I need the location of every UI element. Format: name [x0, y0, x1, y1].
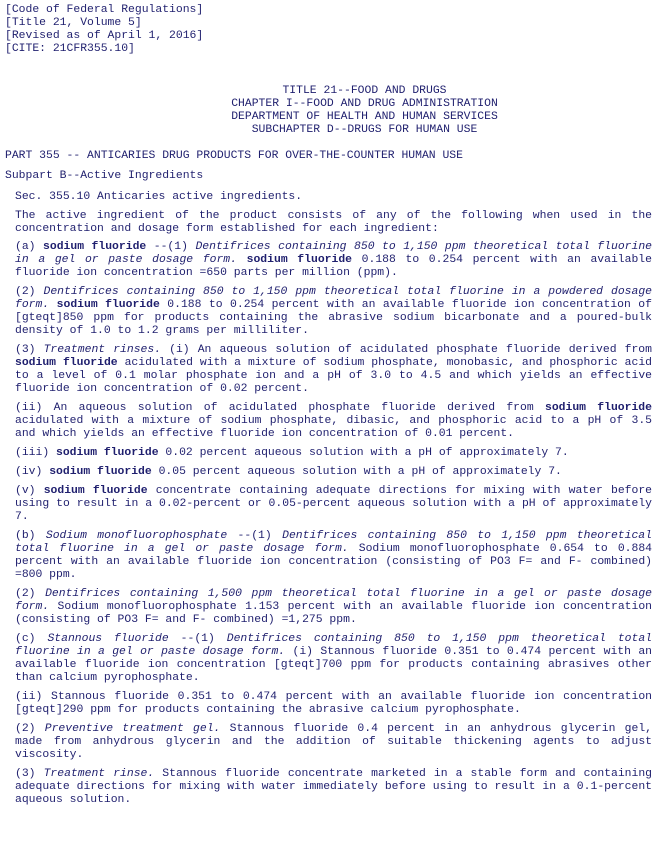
regulation-paragraph: [15, 691, 652, 717]
regulation-paragraph: [15, 286, 652, 338]
paragraph-text: (v): [15, 485, 44, 497]
regulation-paragraph: [15, 344, 652, 396]
paragraph-text: (3): [15, 344, 44, 356]
paragraph-text: (a): [15, 241, 44, 253]
bold-term: sodium fluoride: [56, 447, 159, 459]
regulation-paragraph: [15, 768, 652, 807]
regulation-paragraph: [15, 588, 652, 627]
paragraph-text: (b): [15, 530, 46, 542]
bold-term: sodium fluoride: [544, 402, 652, 414]
title-block: [5, 85, 654, 137]
citation-header: [5, 4, 654, 56]
regulation-paragraph: [15, 530, 652, 582]
regulation-paragraph: [15, 723, 652, 762]
department-line: DEPARTMENT OF HEALTH AND HUMAN SERVICES: [231, 111, 498, 123]
paragraph-text: (i) An aqueous solution of acidulated phosphate fluoride derived from: [161, 344, 652, 356]
bold-term: sodium fluoride: [15, 357, 118, 369]
paragraph-text: 0.188 to 0.254 percent with an available fluoride ion concentration =650 parts per million (ppm).: [15, 254, 652, 279]
paragraph-text: [237, 254, 247, 266]
italic-heading: Treatment rinses.: [43, 344, 162, 356]
paragraph-text: Stannous fluoride 0.4 percent in an anhydrous glycerin gel, made from anhydrous glycerin and the addition of suitable thickening agents to adjust viscosity.: [15, 723, 653, 761]
italic-heading: Dentifrices containing 850 to 1,150 ppm theoretical total fluorine in a gel or paste dosage form.: [15, 530, 652, 555]
bold-term: sodium fluoride: [43, 485, 148, 497]
header-title-volume: [Title 21, Volume 5]: [5, 17, 142, 29]
italic-heading: Dentifrices containing 850 to 1,150 ppm theoretical total fluorine in a gel or paste dosage form.: [15, 633, 652, 658]
paragraph-text: (3): [15, 768, 44, 780]
paragraph-text: (ii) An aqueous solution of acidulated phosphate fluoride derived from: [15, 402, 545, 414]
paragraph-text: 0.02 percent aqueous solution with a pH of approximately 7.: [158, 447, 569, 459]
paragraph-text: [49, 299, 56, 311]
regulation-paragraph: [15, 633, 652, 685]
italic-heading: Sodium monofluorophosphate: [45, 530, 228, 542]
header-code: [Code of Federal Regulations]: [5, 4, 204, 16]
paragraph-list: [15, 241, 652, 807]
subpart-heading: Subpart B--Active Ingredients: [5, 170, 204, 182]
regulation-paragraph: [15, 402, 652, 441]
paragraph-text: Stannous fluoride concentrate marketed in a stable form and containing adequate directions for mixing with water immediately before using to result in a 0.1-percent aqueous solution.: [15, 768, 652, 806]
paragraph-text: (iv): [15, 466, 50, 478]
section-heading: Sec. 355.10 Anticaries active ingredients.: [15, 191, 303, 203]
italic-heading: Dentifrices containing 850 to 1,150 ppm theoretical total fluorine in a gel or paste dosage form.: [15, 241, 652, 266]
regulation-paragraph: [15, 241, 652, 280]
regulation-paragraph: [15, 466, 652, 479]
paragraph-text: acidulated with a mixture of sodium phosphate, monobasic, and phosphoric acid to a level of 0.1 molar phosphate ion and a pH of 3.0 to 4.5 and which yields an effective fluoride ion concentration of 0.02 percent.: [15, 357, 652, 395]
paragraph-text: (iii): [15, 447, 57, 459]
regulation-paragraph: [15, 447, 652, 460]
paragraph-text: Sodium monofluorophosphate 1.153 percent with an available fluoride ion concentration (consisting of PO3 F= and F- combined) =1,275 ppm.: [15, 601, 652, 626]
paragraph-text: (2): [15, 723, 45, 735]
paragraph-text: 0.05 percent aqueous solution with a pH of approximately 7.: [151, 466, 562, 478]
italic-heading: Treatment rinse.: [43, 768, 155, 780]
paragraph-text: (2): [15, 286, 44, 298]
header-revised: [Revised as of April 1, 2016]: [5, 30, 204, 42]
paragraph-text: --(1): [227, 530, 283, 542]
paragraph-text: 0.188 to 0.254 percent with an available fluoride ion concentration of [gteqt]850 ppm for products containing the abrasive sodium bicarbonate and a poured-bulk density of 1.0 to 1.2 grams per milliliter.: [15, 299, 652, 337]
italic-heading: Stannous fluoride: [47, 633, 169, 645]
subchapter-line: SUBCHAPTER D--DRUGS FOR HUMAN USE: [251, 124, 478, 136]
regulation-paragraph: [15, 485, 652, 524]
chapter-line: CHAPTER I--FOOD AND DRUG ADMINISTRATION: [231, 98, 498, 110]
bold-term: sodium fluoride: [49, 466, 152, 478]
title-line: TITLE 21--FOOD AND DRUGS: [282, 85, 447, 97]
paragraph-text: Sodium monofluorophosphate 0.654 to 0.884 percent with an available fluoride ion concentration (consisting of PO3 F= and F- combined) =800 ppm.: [15, 543, 652, 581]
paragraph-text: (i) Stannous fluoride 0.351 to 0.474 percent with an available fluoride ion concentration [gteqt]700 ppm for products containing abrasives other than calcium pyrophosphate.: [15, 646, 652, 684]
italic-heading: Dentifrices containing 850 to 1,150 ppm theoretical total fluorine in a powdered dosage form.: [15, 286, 652, 311]
paragraph-text: acidulated with a mixture of sodium phosphate, dibasic, and phosphoric acid to a pH of 3.5 and which yields an effective fluoride ion concentration of 0.01 percent.: [15, 415, 652, 440]
intro-paragraph: The active ingredient of the product consists of any of the following when used in the concentration and dosage form established for each ingredient:: [15, 210, 652, 235]
paragraph-text: --(1): [146, 241, 196, 253]
italic-heading: Preventive treatment gel.: [44, 723, 221, 735]
italic-heading: Dentifrices containing 1,500 ppm theoretical total fluorine in a gel or paste dosage form.: [15, 588, 653, 613]
paragraph-text: (c): [15, 633, 48, 645]
bold-term: sodium fluoride: [56, 299, 160, 311]
header-cite: [CITE: 21CFR355.10]: [5, 43, 135, 55]
paragraph-text: concentrate containing adequate directions for mixing with water before using to result in a 0.02-percent or 0.05-percent aqueous solution with a pH of approximately 7.: [15, 485, 652, 523]
part-heading: PART 355 -- ANTICARIES DRUG PRODUCTS FOR OVER-THE-COUNTER HUMAN USE: [5, 150, 463, 162]
bold-term: sodium fluoride: [43, 241, 147, 253]
paragraph-text: (ii) Stannous fluoride 0.351 to 0.474 percent with an available fluoride ion concentration [gteqt]290 ppm for products containing the abrasive calcium pyrophosphate.: [15, 691, 652, 716]
bold-term: sodium fluoride: [246, 254, 352, 266]
paragraph-text: --(1): [168, 633, 227, 645]
section-body: [5, 210, 654, 807]
paragraph-text: (2): [15, 588, 46, 600]
